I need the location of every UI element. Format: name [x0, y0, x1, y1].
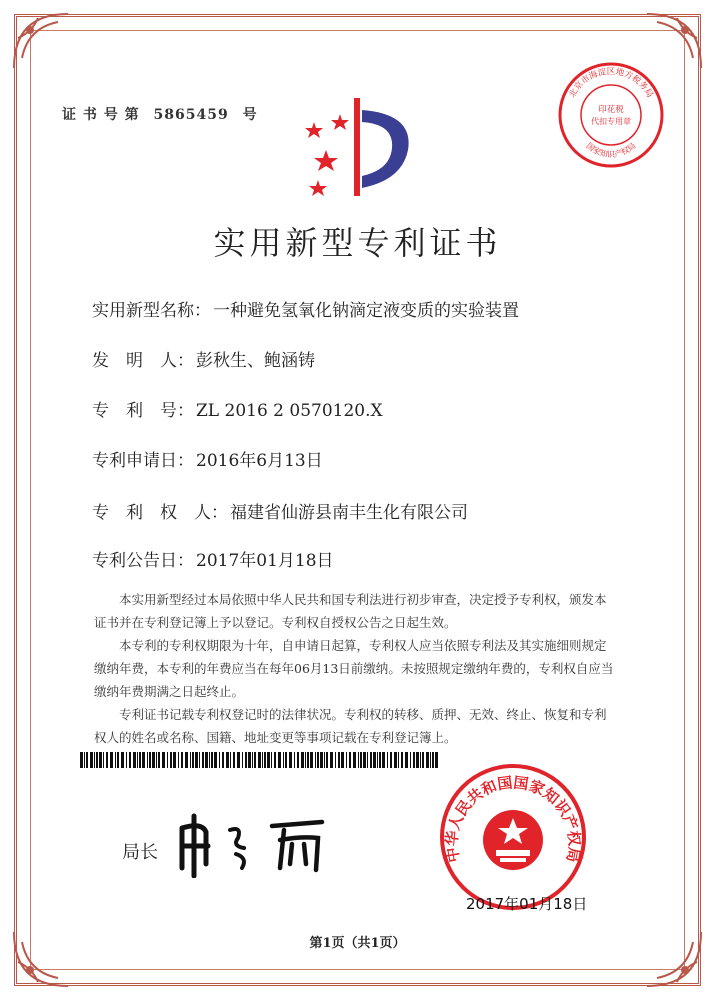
barcode-bar — [341, 752, 344, 768]
barcode-bar — [86, 752, 88, 768]
barcode-bar — [248, 752, 251, 768]
field-publication-date — [92, 546, 334, 571]
barcode-bar — [305, 752, 306, 768]
barcode-bar — [338, 752, 340, 768]
certificate-number — [62, 104, 258, 124]
barcode-bar — [390, 752, 392, 768]
barcode-bar — [413, 752, 415, 768]
field-value: 一种避免氢氧化钠滴定液变质的实验装置 — [213, 301, 519, 321]
barcode-bar — [214, 752, 217, 768]
barcode-bar — [405, 752, 408, 768]
barcode-bar — [373, 752, 376, 768]
field-value: 2016年6月13日 — [196, 451, 323, 471]
barcode-bar — [252, 752, 253, 768]
barcode-bar — [80, 752, 83, 768]
field-label: 发 明 人： — [92, 351, 194, 371]
barcode-bar — [353, 752, 356, 768]
barcode-bar — [422, 752, 424, 768]
barcode-bar — [142, 752, 145, 768]
barcode-bar — [297, 752, 299, 768]
barcode-bar — [360, 752, 362, 768]
barcode-bar — [190, 752, 191, 768]
barcode-bar — [379, 752, 381, 768]
barcode-bar — [205, 752, 208, 768]
barcode-bar — [271, 752, 272, 768]
certificate-number-suffix: 号 — [242, 107, 258, 123]
certificate-title: 实用新型专利证书 — [213, 224, 502, 262]
barcode-bar — [330, 752, 333, 768]
seal-center-line2: 代扣专用章 — [591, 117, 631, 126]
barcode-bar — [283, 752, 284, 768]
corner-ornament-bottom-left — [8, 912, 88, 992]
corner-ornament-top-left — [8, 8, 88, 88]
field-label: 专 利 号： — [92, 401, 194, 421]
corner-ornament-bottom-right — [627, 912, 707, 992]
barcode-bar — [335, 752, 336, 768]
barcode-bar — [99, 752, 102, 768]
barcode-bar — [426, 752, 429, 768]
field-patent-number — [92, 396, 383, 421]
barcode-bar — [410, 752, 411, 768]
field-patentee — [92, 498, 468, 523]
barcode-bar — [394, 752, 397, 768]
barcode-bar — [370, 752, 372, 768]
seal-ring-text: 中华人民共和国国家知识产权局 — [442, 773, 584, 864]
barcode-bar — [294, 752, 295, 768]
field-label: 专利申请日： — [92, 451, 194, 471]
barcode-bar — [233, 752, 235, 768]
barcode-bar — [185, 752, 188, 768]
barcode-bar — [173, 752, 176, 768]
barcode-bar — [324, 752, 325, 768]
barcode-bar — [401, 752, 403, 768]
tax-stamp-seal — [556, 60, 666, 170]
certificate-body-text — [94, 588, 614, 749]
barcode-bar — [117, 752, 119, 768]
barcode-bar — [199, 752, 200, 768]
barcode-bar — [387, 752, 388, 768]
body-paragraph: 本专利的专利权期限为十年，自申请日起算，专利权人应当依照专利法及其实施细则规定缴纳年费，本专利的年费应当在每年06月13日前缴纳。未按照规定缴纳年费的，专利权自应当缴纳年费期满之日起终止。 — [94, 638, 614, 699]
director-signature — [172, 808, 342, 878]
barcode-bar — [181, 752, 183, 768]
barcode-bar — [310, 752, 313, 768]
barcode-bar — [326, 752, 328, 768]
seal-ring-text-bottom: 国家知识产权局 — [584, 141, 638, 159]
barcode-bar — [430, 752, 431, 768]
barcode-bar — [121, 752, 124, 768]
barcode-bar — [237, 752, 240, 768]
field-value: ZL 2016 2 0570120.X — [196, 401, 383, 421]
barcode-bar — [432, 752, 434, 768]
barcode — [80, 752, 440, 768]
barcode-bar — [170, 752, 172, 768]
barcode-bar — [301, 752, 304, 768]
barcode-bar — [398, 752, 399, 768]
barcode-bar — [115, 752, 116, 768]
barcode-bar — [416, 752, 419, 768]
barcode-bar — [222, 752, 224, 768]
barcode-bar — [156, 752, 157, 768]
field-utility-model-name — [92, 296, 519, 321]
field-label: 专利公告日： — [92, 551, 194, 571]
barcode-bar — [139, 752, 141, 768]
barcode-bar — [162, 752, 165, 768]
barcode-bar — [84, 752, 85, 768]
barcode-bar — [192, 752, 194, 768]
barcode-bar — [274, 752, 276, 768]
svg-text:北京市海淀区地方税务局 — [567, 66, 655, 99]
barcode-bar — [147, 752, 148, 768]
certificate-number-label: 证 书 号 第 — [62, 107, 140, 123]
barcode-bar — [245, 752, 247, 768]
barcode-bar — [285, 752, 287, 768]
barcode-bar — [315, 752, 316, 768]
barcode-bar — [262, 752, 263, 768]
barcode-bar — [137, 752, 138, 768]
field-label: 专 利 权 人： — [92, 503, 228, 523]
field-value: 福建省仙游县南丰生化有限公司 — [230, 503, 468, 523]
barcode-bar — [363, 752, 366, 768]
barcode-bar — [103, 752, 104, 768]
barcode-bar — [106, 752, 108, 768]
barcode-bar — [219, 752, 220, 768]
barcode-bar — [96, 752, 98, 768]
body-paragraph: 本实用新型经过本局依照中华人民共和国专利法进行初步审查，决定授予专利权，颁发本证书并在专利登记簿上予以登记。专利权自授权公告之日起生效。 — [94, 592, 607, 630]
barcode-bar — [278, 752, 281, 768]
field-value: 2017年01月18日 — [196, 551, 334, 571]
barcode-bar — [202, 752, 204, 768]
barcode-bar — [226, 752, 229, 768]
barcode-bar — [230, 752, 231, 768]
page-footer: 第1页（共1页） — [309, 936, 406, 951]
barcode-bar — [367, 752, 368, 768]
barcode-bar — [90, 752, 93, 768]
barcode-bar — [317, 752, 319, 768]
barcode-bar — [129, 752, 131, 768]
barcode-bar — [382, 752, 385, 768]
seal-ring-text: 北京市海淀区地方税务局 — [567, 67, 655, 100]
certificate-number-value: 5865459 — [153, 107, 229, 123]
barcode-bar — [320, 752, 323, 768]
barcode-bar — [242, 752, 243, 768]
barcode-bar — [267, 752, 270, 768]
seal-center-line1: 印花税 — [598, 105, 624, 115]
barcode-bar — [289, 752, 292, 768]
barcode-bar — [349, 752, 351, 768]
barcode-bar — [110, 752, 113, 768]
field-application-date — [92, 446, 323, 471]
barcode-bar — [307, 752, 309, 768]
barcode-bar — [126, 752, 127, 768]
field-value: 彭秋生、鲍涵铸 — [196, 351, 315, 371]
body-paragraph: 专利证书记载专利权登记时的法律状况。专利权的转移、质押、无效、终止、恢复和专利权人的姓名或名称、国籍、地址变更等事项记载在专利登记簿上。 — [94, 707, 607, 745]
field-label: 实用新型名称： — [92, 301, 211, 321]
barcode-bar — [152, 752, 155, 768]
barcode-bar — [377, 752, 378, 768]
barcode-bar — [346, 752, 347, 768]
national-ip-office-seal — [438, 762, 588, 912]
barcode-bar — [209, 752, 210, 768]
barcode-bar — [167, 752, 168, 768]
field-inventor — [92, 346, 315, 371]
barcode-bar — [264, 752, 266, 768]
barcode-bar — [178, 752, 179, 768]
seal-date: 2017年01月18日 — [466, 895, 588, 913]
barcode-bar — [211, 752, 213, 768]
barcode-bar — [254, 752, 256, 768]
barcode-bar — [358, 752, 359, 768]
patent-office-logo — [296, 92, 426, 202]
barcode-bar — [258, 752, 261, 768]
barcode-bar — [133, 752, 136, 768]
barcode-bar — [149, 752, 151, 768]
barcode-bar — [158, 752, 160, 768]
barcode-bar — [94, 752, 95, 768]
barcode-bar — [195, 752, 198, 768]
svg-text:国家知识产权局 — [584, 141, 637, 159]
director-label: 局长 — [122, 842, 158, 863]
barcode-bar — [420, 752, 421, 768]
